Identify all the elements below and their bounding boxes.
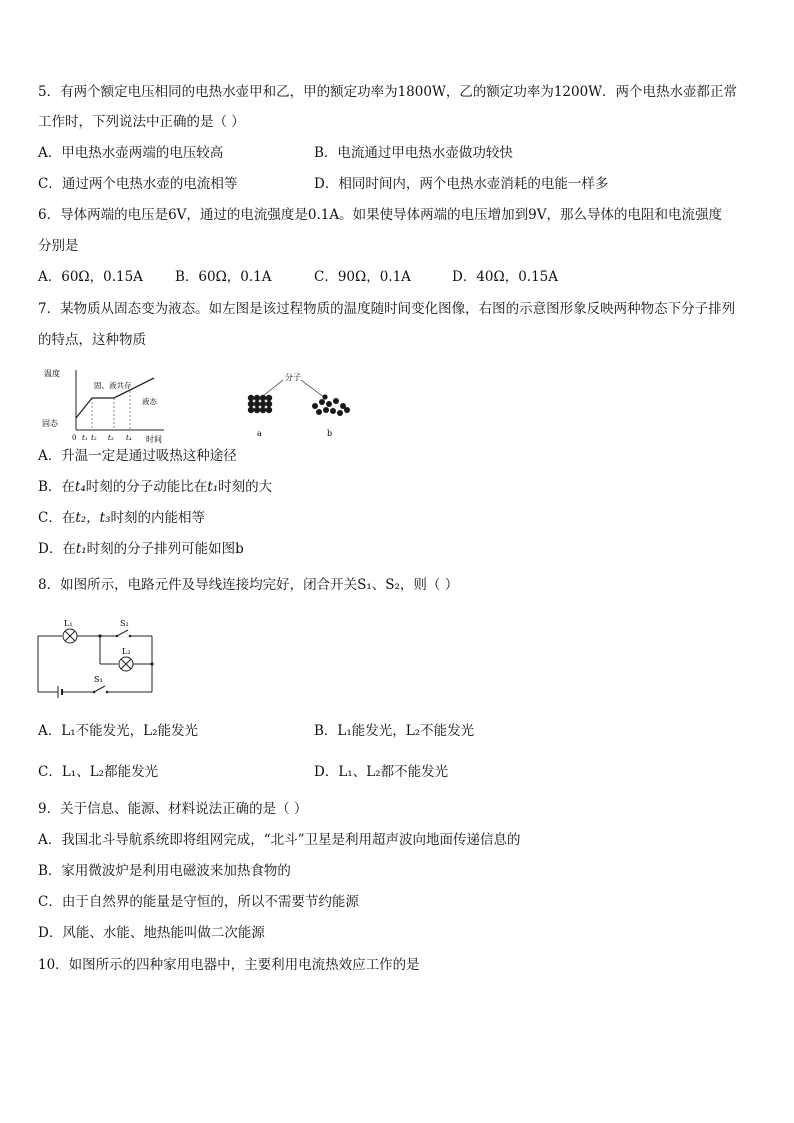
graph-origin: 0 — [72, 434, 77, 442]
graph-solid-label: 固态 — [42, 419, 58, 428]
molecule-a-label: a — [257, 429, 262, 438]
graph-liquid-label: 液态 — [142, 397, 157, 406]
q7-temperature-graph — [42, 366, 172, 444]
q5-option-a: A．甲电热水壶两端的电压较高 — [38, 145, 224, 161]
q8-option-d: D．L₁、L₂都不能发光 — [314, 764, 449, 780]
q6-option-a: A．60Ω，0.15A — [38, 269, 143, 285]
graph-t2: t₂ — [91, 434, 97, 442]
graph-coexist-label: 固、液共存 — [94, 381, 132, 390]
q5-option-c: C．通过两个电热水壶的电流相等 — [38, 176, 238, 192]
solid-molecules — [248, 395, 272, 413]
graph-t4: t₄ — [126, 434, 132, 442]
q6-option-b: B．60Ω，0.1A — [175, 269, 272, 285]
q8-stem: 8．如图所示，电路元件及导线连接均完好，闭合开关S₁、S₂，则（ ） — [38, 577, 459, 593]
q8-option-a: A．L₁不能发光，L₂能发光 — [38, 723, 199, 739]
q9-option-b: B．家用微波炉是利用电磁波来加热食物的 — [38, 863, 291, 879]
circuit-l2-label: L₂ — [122, 647, 131, 656]
liquid-molecules — [312, 394, 350, 416]
q5-option-b: B．电流通过甲电热水壶做功较快 — [314, 145, 513, 161]
q8-option-b: B．L₁能发光，L₂不能发光 — [314, 723, 475, 739]
circuit-s1-label: S₁ — [94, 675, 103, 684]
q6-stem-line2: 分别是 — [38, 238, 79, 254]
graph-y-label: 温度 — [44, 369, 60, 378]
graph-t1: t₁ — [82, 434, 88, 442]
graph-t3: t₃ — [108, 434, 114, 442]
q9-option-d: D．风能、水能、地热能叫做二次能源 — [38, 925, 265, 941]
q7-stem-line1: 7．某物质从固态变为液态。如左图是该过程物质的温度随时间变化图像，右图的示意图形象反映两种物态下分子排列 — [38, 301, 736, 317]
q5-stem-line2: 工作时，下列说法中正确的是（ ） — [38, 114, 245, 130]
circuit-s2-label: S₂ — [120, 619, 129, 628]
q5-option-d: D．相同时间内，两个电热水壶消耗的电能一样多 — [314, 176, 609, 192]
q7-option-a: A．升温一定是通过吸热这种途径 — [38, 448, 237, 464]
q6-option-c: C．90Ω，0.1A — [314, 269, 411, 285]
q10-stem: 10．如图所示的四种家用电器中，主要利用电流热效应工作的是 — [38, 957, 420, 973]
q7-molecule-diagram — [235, 370, 355, 442]
q7-stem-line2: 的特点，这种物质 — [38, 332, 146, 348]
circuit-l1-label: L₁ — [64, 619, 73, 628]
q8-option-c: C．L₁、L₂都能发光 — [38, 764, 159, 780]
graph-x-label: 时间 — [146, 435, 162, 444]
q7-option-b: B．在t₄时刻的分子动能比在t₁时刻的大 — [38, 479, 273, 495]
q8-circuit-diagram — [32, 612, 162, 698]
q6-option-d: D．40Ω，0.15A — [452, 269, 559, 285]
q6-stem-line1: 6．导体两端的电压是6V，通过的电流强度是0.1A。如果使导体两端的电压增加到9V，那么导体的电阻和电流强度 — [38, 207, 722, 223]
q9-option-a: A．我国北斗导航系统即将组网完成，“北斗”卫星是利用超声波向地面传递信息的 — [38, 832, 521, 848]
molecule-b-label: b — [327, 429, 333, 438]
q5-stem-line1: 5．有两个额定电压相同的电热水壶甲和乙，甲的额定功率为1800W，乙的额定功率为1200W．两个电热水壶都正常 — [38, 84, 738, 100]
q7-option-c: C．在t₂，t₃时刻的内能相等 — [38, 510, 206, 526]
molecule-label: 分子 — [285, 373, 301, 382]
q9-option-c: C．由于自然界的能量是守恒的，所以不需要节约能源 — [38, 894, 359, 910]
q7-option-d: D．在t₁时刻的分子排列可能如图b — [38, 541, 244, 557]
q9-stem: 9．关于信息、能源、材料说法正确的是（ ） — [38, 801, 308, 817]
